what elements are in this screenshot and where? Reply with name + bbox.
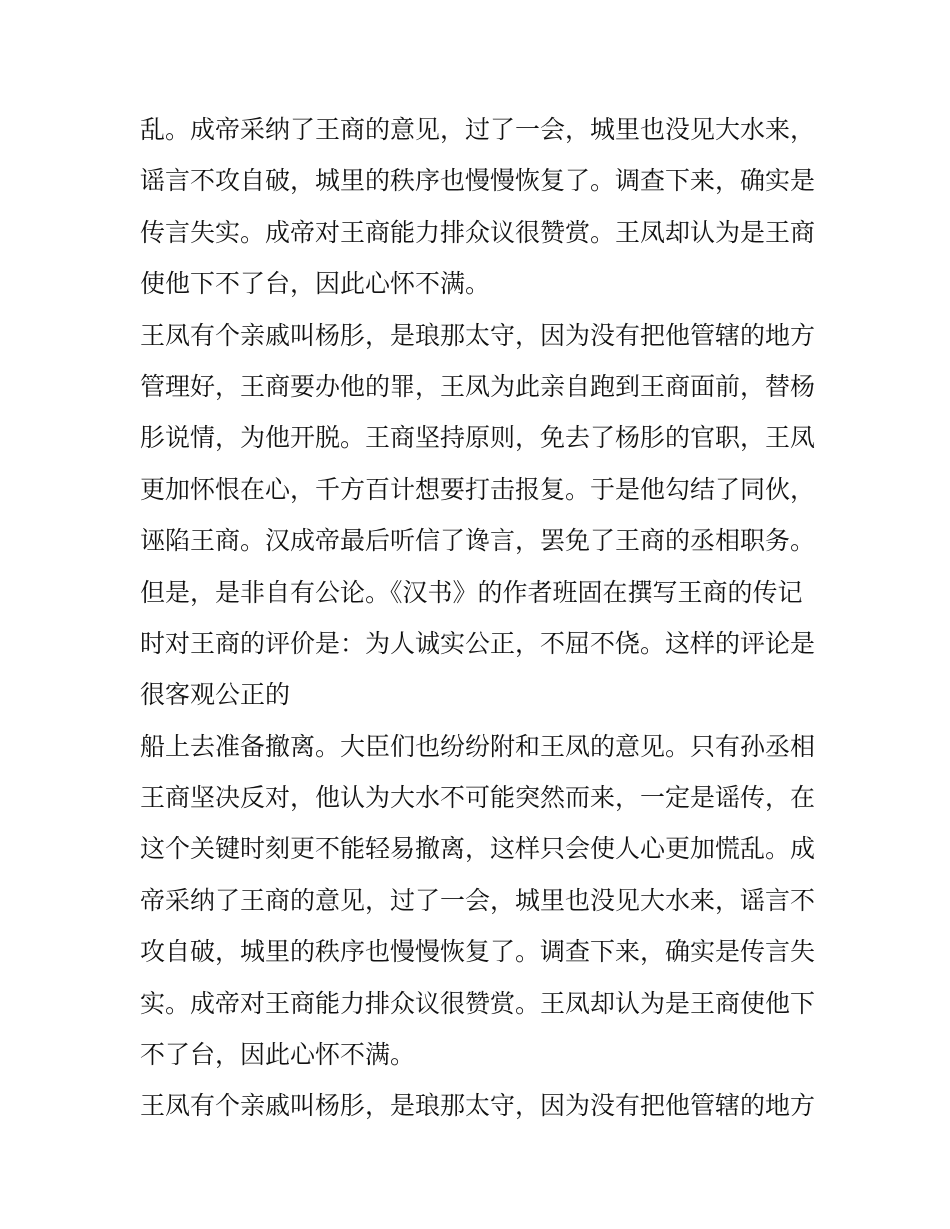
text-line: 时对王商的评价是：为人诚实公正，不屈不侥。这样的评论是 bbox=[140, 628, 816, 658]
text-line: 管理好，王商要办他的罪，王凤为此亲自跑到王商面前，替杨 bbox=[140, 371, 816, 401]
text-line: 使他下不了台，因此心怀不满。 bbox=[140, 269, 491, 299]
text-line: 实。成帝对王商能力排众议很赞赏。王凤却认为是王商使他下 bbox=[140, 988, 816, 1018]
text-line: 王凤有个亲戚叫杨肜，是琅那太守，因为没有把他管辖的地方 bbox=[140, 1091, 816, 1121]
text-line: 谣言不攻自破，城里的秩序也慢慢恢复了。调查下来，确实是 bbox=[140, 166, 816, 196]
text-line: 王商坚决反对，他认为大水不可能突然而来，一定是谣传，在 bbox=[140, 783, 816, 813]
text-line: 诬陷王商。汉成帝最后听信了谗言，罢免了王商的丞相职务。 bbox=[140, 526, 816, 556]
text-line: 帝采纳了王商的意见，过了一会，城里也没见大水来，谣言不 bbox=[140, 885, 816, 915]
text-line: 更加怀恨在心，千方百计想要打击报复。于是他勾结了同伙， bbox=[140, 474, 816, 504]
text-line: 攻自破，城里的秩序也慢慢恢复了。调查下来，确实是传言失 bbox=[140, 937, 816, 967]
document-body bbox=[140, 104, 820, 1132]
text-line: 肜说情，为他开脱。王商坚持原则，免去了杨肜的官职，王凤 bbox=[140, 423, 816, 453]
text-line: 王凤有个亲戚叫杨肜，是琅那太守，因为没有把他管辖的地方 bbox=[140, 320, 816, 350]
text-line: 船上去准备撤离。大臣们也纷纷附和王凤的意见。只有孙丞相 bbox=[140, 731, 816, 761]
text-line: 不了台，因此心怀不满。 bbox=[140, 1040, 416, 1070]
text-line: 很客观公正的 bbox=[140, 680, 291, 710]
text-line: 但是，是非自有公论。《汉书》的作者班固在撰写王商的传记 bbox=[140, 577, 803, 607]
text-line: 这个关键时刻更不能轻易撤离，这样只会使人心更加慌乱。成 bbox=[140, 834, 816, 864]
text-line: 传言失实。成帝对王商能力排众议很赞赏。王凤却认为是王商 bbox=[140, 217, 816, 247]
text-line: 乱。成帝采纳了王商的意见，过了一会，城里也没见大水来， bbox=[140, 115, 816, 144]
